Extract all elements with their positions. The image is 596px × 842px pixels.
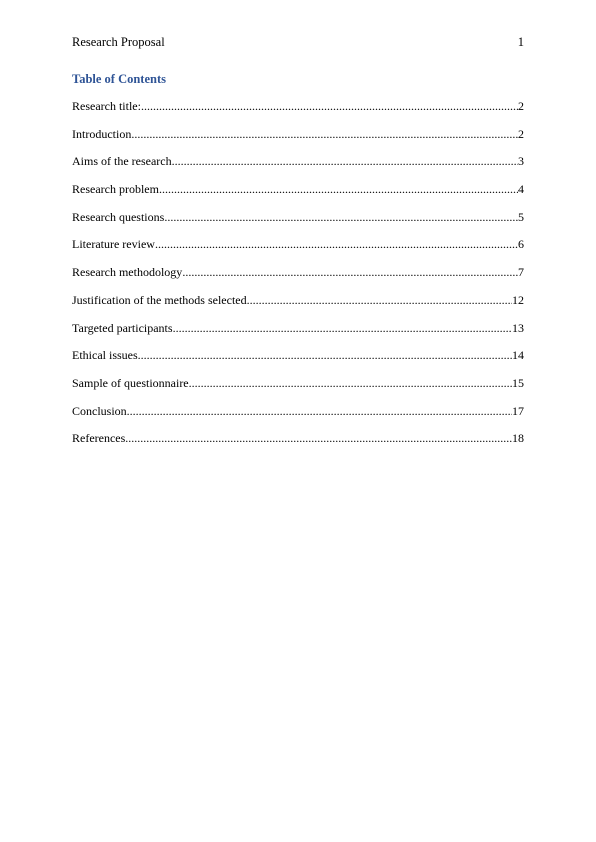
dot-leader xyxy=(164,209,518,225)
toc-entry-page: 3 xyxy=(518,154,524,169)
toc-entry-title: Introduction xyxy=(72,126,132,141)
table-of-contents xyxy=(72,98,524,458)
toc-entry[interactable] xyxy=(72,236,524,264)
toc-heading: Table of Contents xyxy=(72,72,166,86)
toc-entry[interactable] xyxy=(72,430,524,458)
toc-entry-page: 15 xyxy=(512,375,524,390)
page-header xyxy=(72,34,524,50)
toc-entry-page: 18 xyxy=(512,431,524,446)
toc-entry-title: Targeted participants xyxy=(72,320,173,335)
dot-leader xyxy=(155,236,518,252)
toc-entry-page: 17 xyxy=(512,403,524,418)
dot-leader xyxy=(125,430,512,446)
toc-entry-page: 2 xyxy=(518,126,524,141)
toc-entry-title: Research problem xyxy=(72,182,159,197)
dot-leader xyxy=(247,292,512,308)
dot-leader xyxy=(141,98,518,114)
toc-entry-title: Research questions xyxy=(72,209,165,224)
toc-entry[interactable] xyxy=(72,320,524,348)
toc-entry[interactable] xyxy=(72,375,524,403)
dot-leader xyxy=(173,320,512,336)
dot-leader xyxy=(172,153,518,169)
toc-entry-title: Aims of the research xyxy=(72,154,172,169)
dot-leader xyxy=(159,181,518,197)
toc-entry-title: Ethical issues xyxy=(72,348,138,363)
toc-entry-page: 2 xyxy=(518,99,524,113)
dot-leader xyxy=(138,347,512,363)
toc-entry[interactable] xyxy=(72,126,524,154)
toc-entry-title: Research methodology xyxy=(72,265,183,280)
toc-entry-title: References xyxy=(72,431,126,446)
toc-entry[interactable] xyxy=(72,181,524,209)
toc-entry-page: 12 xyxy=(512,292,524,307)
toc-entry-page: 7 xyxy=(518,265,524,280)
toc-entry[interactable] xyxy=(72,209,524,237)
toc-entry-title: Research title: xyxy=(72,99,141,113)
toc-entry[interactable] xyxy=(72,403,524,431)
toc-entry-page: 5 xyxy=(518,209,524,224)
dot-leader xyxy=(127,403,512,419)
toc-entry[interactable] xyxy=(72,347,524,375)
toc-entry-title: Sample of questionnaire xyxy=(72,375,189,390)
toc-entry[interactable] xyxy=(72,153,524,181)
dot-leader xyxy=(131,126,518,142)
toc-entry-page: 14 xyxy=(512,348,524,363)
dot-leader xyxy=(189,375,512,391)
toc-entry[interactable] xyxy=(72,98,524,126)
toc-entry[interactable] xyxy=(72,292,524,320)
toc-entry-title: Justification of the methods selected xyxy=(72,292,247,307)
toc-entry-title: Literature review xyxy=(72,237,155,252)
toc-entry-title: Conclusion xyxy=(72,403,127,418)
toc-entry[interactable] xyxy=(72,264,524,292)
dot-leader xyxy=(182,264,518,280)
page-number: 1 xyxy=(517,35,524,49)
toc-entry-page: 6 xyxy=(518,237,524,252)
toc-entry-page: 4 xyxy=(518,182,524,197)
running-title: Research Proposal xyxy=(72,35,165,49)
toc-entry-page: 13 xyxy=(512,320,524,335)
